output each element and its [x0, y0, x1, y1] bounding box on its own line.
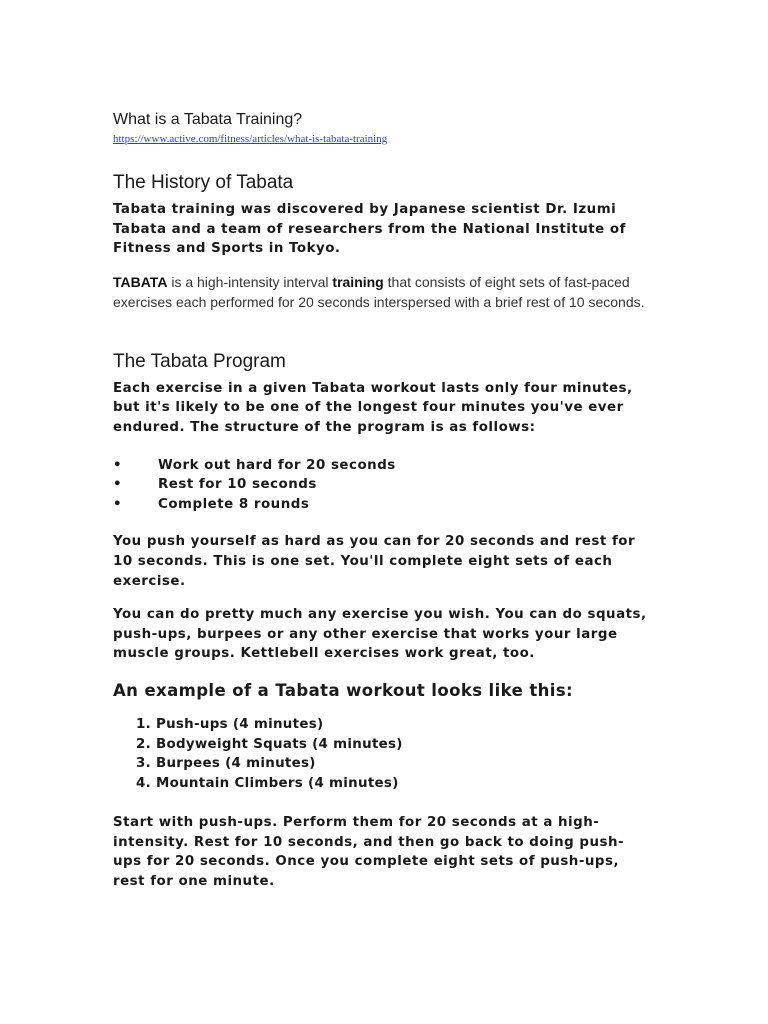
set-explanation-paragraph: You push yourself as hard as you can for 20 seconds and rest for 10 seconds. This is one set. You'll complete eight sets of each exercise.	[113, 534, 636, 589]
definition-text-1: is a high-intensity interval	[167, 273, 333, 290]
list-item-text: Rest for 10 seconds	[158, 477, 317, 493]
exercise-choice-paragraph: You can do pretty much any exercise you wish. You can do squats, push-ups, burpees or any other exercise that works your large muscle groups. Kettlebell exercises work great, too.	[113, 607, 647, 662]
list-item: 4. Mountain Climbers (4 minutes)	[136, 775, 399, 791]
closing-paragraph: Start with push-ups. Perform them for 20 seconds at a high-intensity. Rest for 10 seconds, and then go back to doing push-ups for 20 seconds. Once you complete eight sets of push-ups, rest for one minute.	[113, 815, 625, 890]
list-item-text: Work out hard for 20 seconds	[158, 457, 396, 473]
list-item: 3. Burpees (4 minutes)	[136, 756, 316, 772]
example-heading: An example of a Tabata workout looks like this:	[113, 680, 574, 700]
list-item: 1. Push-ups (4 minutes)	[136, 716, 324, 732]
source-link[interactable]: https://www.active.com/fitness/articles/what-is-tabata-training	[113, 133, 388, 145]
tabata-definition-paragraph	[113, 272, 648, 312]
list-item-text: Complete 8 rounds	[158, 496, 310, 512]
training-emphasis: training	[332, 273, 384, 290]
bullet-icon: •	[113, 457, 123, 473]
history-heading: The History of Tabata	[113, 172, 294, 193]
list-item	[113, 456, 648, 476]
document-title: What is a Tabata Training?	[113, 111, 303, 128]
list-item	[113, 495, 648, 515]
program-intro-paragraph: Each exercise in a given Tabata workout lasts only four minutes, but it's likely to be one of the longest four minutes you've ever endured. The structure of the program is as follows:	[113, 380, 633, 435]
bullet-icon: •	[113, 496, 123, 512]
program-heading: The Tabata Program	[113, 350, 286, 372]
example-workout-list	[113, 715, 648, 793]
bullet-icon: •	[113, 477, 123, 493]
program-structure-list	[113, 456, 648, 515]
definition-text-2: that consists of eight sets of fast-paced exercises each performed for 20 seconds interspersed with a brief rest of 10 seconds.	[113, 273, 645, 310]
list-item: 2. Bodyweight Squats (4 minutes)	[136, 736, 403, 752]
history-intro-paragraph: Tabata training was discovered by Japanese scientist Dr. Izumi Tabata and a team of researchers from the National Institute of Fitness and Sports in Tokyo.	[113, 202, 626, 257]
list-item	[113, 475, 648, 495]
tabata-term: TABATA	[113, 273, 168, 290]
document-page	[113, 110, 648, 892]
